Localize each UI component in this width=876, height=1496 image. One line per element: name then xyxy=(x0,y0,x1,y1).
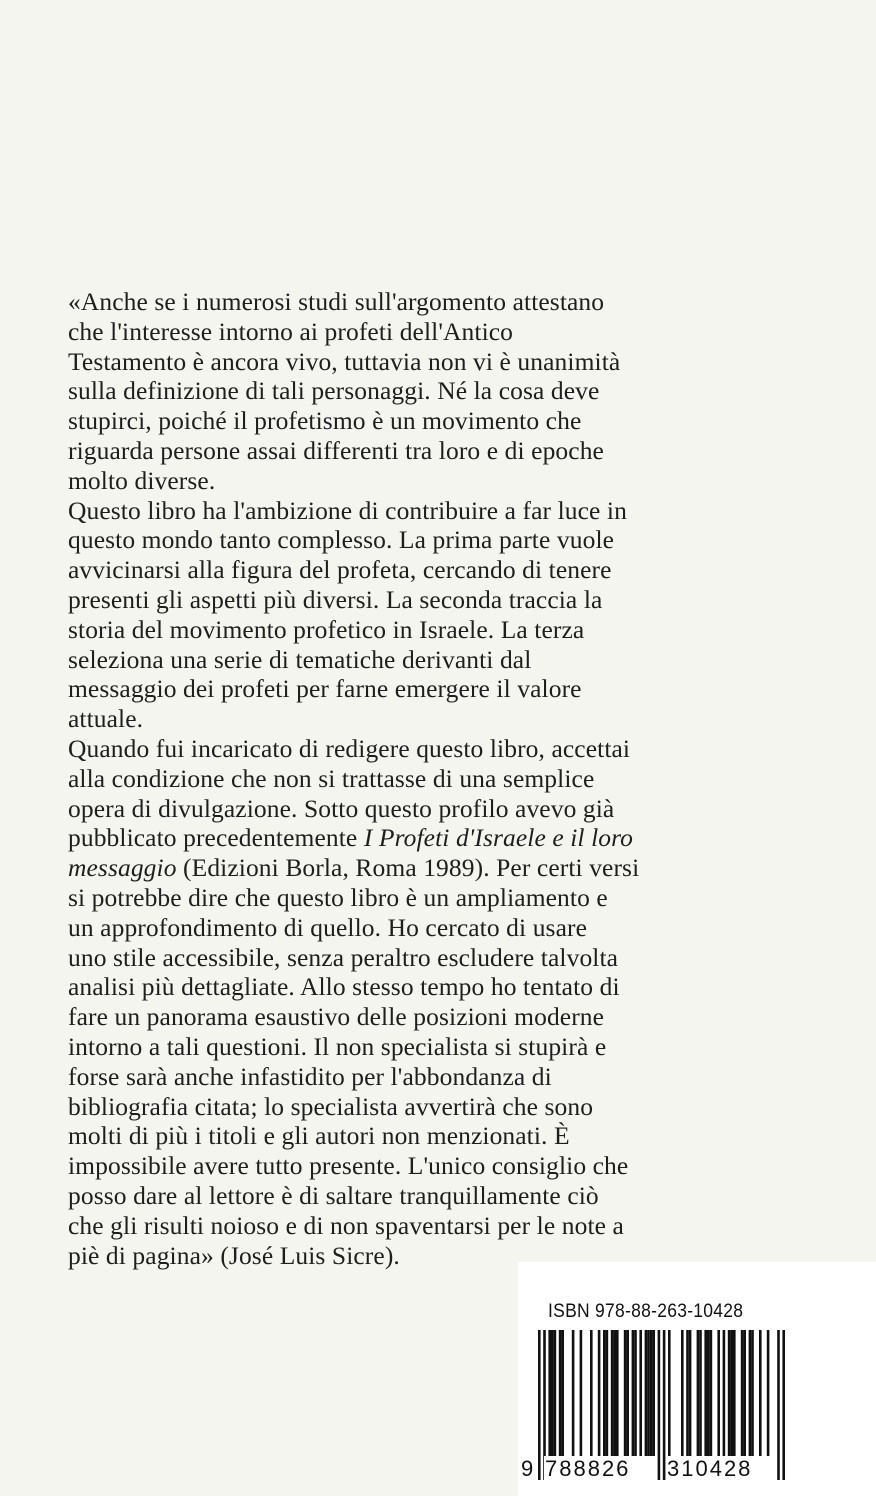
blurb-segment: molto diverse. xyxy=(68,465,216,495)
barcode-bar xyxy=(650,1330,653,1456)
blurb-line xyxy=(68,734,828,764)
barcode-bar xyxy=(613,1330,616,1456)
barcode-bar xyxy=(699,1330,702,1456)
barcode-bar xyxy=(652,1330,655,1456)
blurb-segment: storia del movimento profetico in Israele. La terza xyxy=(68,614,585,644)
blurb-line xyxy=(68,1121,828,1151)
blurb-segment: che l'interesse intorno ai profeti dell'Antico xyxy=(68,316,514,346)
blurb-segment: Quando fui incaricato di redigere questo libro, accettai xyxy=(68,733,631,763)
blurb-line xyxy=(68,555,828,585)
book-title-italic: I Profeti d'Israele e il loro xyxy=(363,823,634,853)
barcode-bar xyxy=(561,1330,564,1456)
blurb-line xyxy=(68,943,828,973)
blurb-line xyxy=(68,674,828,704)
blurb-segment: analisi più dettagliate. Allo stesso tempo ho tentato di xyxy=(68,972,620,1002)
blurb-line xyxy=(68,406,828,436)
barcode-bar xyxy=(668,1330,671,1456)
barcode-digits xyxy=(520,1456,790,1486)
barcode-bar xyxy=(733,1330,736,1456)
blurb-line xyxy=(68,347,828,377)
blurb-line xyxy=(68,615,828,645)
blurb-line xyxy=(68,496,828,526)
blurb-segment: sulla definizione di tali personaggi. Né la cosa deve xyxy=(68,376,600,406)
barcode-bar xyxy=(707,1330,710,1456)
barcode-bar xyxy=(626,1330,629,1456)
blurb-line xyxy=(68,317,828,347)
blurb-line xyxy=(68,1002,828,1032)
blurb-segment: stupirci, poiché il profetismo è un movimento che xyxy=(68,406,582,436)
barcode-bar xyxy=(686,1330,689,1456)
blurb-segment: uno stile accessibile, senza peraltro escludere talvolta xyxy=(68,942,619,972)
barcode-bar xyxy=(554,1330,557,1456)
blurb-line xyxy=(68,1062,828,1092)
barcode-bar xyxy=(681,1330,684,1456)
barcode-bar xyxy=(598,1330,601,1456)
barcode-first-digit: 9 xyxy=(521,1456,534,1481)
barcode-bar xyxy=(559,1330,562,1456)
blurb-segment: attuale. xyxy=(68,704,144,734)
blurb-segment: «Anche se i numerosi studi sull'argomento attestano xyxy=(68,287,605,316)
barcode-bar xyxy=(616,1330,619,1456)
barcode-bar xyxy=(647,1330,650,1456)
blurb-segment: seleziona una serie di tematiche derivanti dal xyxy=(68,644,532,674)
blurb-line xyxy=(68,764,828,794)
barcode-bar xyxy=(741,1330,744,1456)
blurb-segment: opera di divulgazione. Sotto questo profilo avevo già xyxy=(68,793,615,823)
blurb-line xyxy=(68,645,828,675)
book-title-italic: messaggio xyxy=(68,853,177,883)
blurb-segment: questo mondo tanto complesso. La prima parte vuole xyxy=(68,525,615,555)
blurb-line xyxy=(68,466,828,496)
barcode-bar xyxy=(551,1330,554,1456)
blurb-segment: che gli risulti noioso e di non spaventarsi per le note a xyxy=(68,1210,624,1240)
barcode-right-group: 310428 xyxy=(667,1456,753,1481)
blurb-segment: si potrebbe dire che questo libro è un ampliamento e xyxy=(68,882,608,912)
barcode-bar xyxy=(759,1330,762,1456)
barcode-bar xyxy=(632,1330,635,1456)
blurb-segment: un approfondimento di quello. Ho cercato di usare xyxy=(68,912,587,942)
blurb-line xyxy=(68,972,828,1002)
isbn-label: ISBN 978-88-263-10428 xyxy=(548,1301,744,1322)
barcode-bar xyxy=(730,1330,733,1456)
blurb-line xyxy=(68,1151,828,1181)
barcode-bar xyxy=(590,1330,593,1456)
barcode-bar xyxy=(603,1330,606,1456)
blurb-segment: avvicinarsi alla figura del profeta, cercando di tenere xyxy=(68,555,612,585)
blurb-line xyxy=(68,585,828,615)
blurb-line xyxy=(68,1211,828,1241)
blurb-segment: impossibile avere tutto presente. L'unico consiglio che xyxy=(68,1151,629,1181)
barcode-bar xyxy=(751,1330,754,1456)
barcode-bar xyxy=(717,1330,720,1456)
blurb-line xyxy=(68,913,828,943)
blurb-segment: fare un panorama esaustivo delle posizioni moderne xyxy=(68,1002,605,1032)
blurb-segment: intorno a tali questioni. Il non specialista si stupirà e xyxy=(68,1031,607,1061)
barcode-bar xyxy=(572,1330,575,1456)
blurb-line xyxy=(68,1092,828,1122)
barcode-bar xyxy=(710,1330,713,1456)
blurb-segment: posso dare al lettore è di saltare tranquillamente ciò xyxy=(68,1180,599,1210)
blurb-segment: (Edizioni Borla, Roma 1989). Per certi versi xyxy=(176,853,640,883)
barcode-bar xyxy=(704,1330,707,1456)
barcode-bar xyxy=(728,1330,731,1456)
barcode-bar xyxy=(689,1330,692,1456)
blurb-line xyxy=(68,436,828,466)
barcode-bar xyxy=(697,1330,700,1456)
barcode-bar xyxy=(580,1330,583,1456)
blurb-line xyxy=(68,1032,828,1062)
blurb-segment: presenti gli aspetti più diversi. La seconda traccia la xyxy=(68,584,603,614)
blurb-segment: messaggio dei profeti per farne emergere il valore xyxy=(68,674,582,704)
barcode-bar xyxy=(548,1330,551,1456)
blurb-line xyxy=(68,376,828,406)
barcode-bar xyxy=(749,1330,752,1456)
barcode-bar xyxy=(645,1330,648,1456)
blurb-segment: alla condizione che non si trattasse di una semplice xyxy=(68,763,595,793)
barcode-bar xyxy=(639,1330,642,1456)
blurb-segment: bibliografia citata; lo specialista avvertirà che sono xyxy=(68,1091,594,1121)
blurb-line xyxy=(68,704,828,734)
blurb-line xyxy=(68,823,828,853)
barcode-bar xyxy=(767,1330,770,1456)
barcode-bar xyxy=(723,1330,726,1456)
blurb-segment: piè di pagina» (José Luis Sicre). xyxy=(68,1240,400,1270)
blurb-segment: riguarda persone assai differenti tra loro e di epoche xyxy=(68,435,604,465)
blurb-segment: forse sarà anche infastidito per l'abbondanza di xyxy=(68,1061,552,1091)
blurb-segment: Testamento è ancora vivo, tuttavia non vi è unanimità xyxy=(68,346,621,376)
barcode-bar xyxy=(611,1330,614,1456)
barcode-bar xyxy=(634,1330,637,1456)
blurb-line xyxy=(68,883,828,913)
blurb-line xyxy=(68,287,828,317)
blurb-line xyxy=(68,853,828,883)
blurb-line xyxy=(68,525,828,555)
barcode-bar xyxy=(624,1330,627,1456)
blurb-segment: pubblicato precedentemente xyxy=(68,823,364,853)
blurb-line xyxy=(68,794,828,824)
blurb-line xyxy=(68,1181,828,1211)
barcode-bar xyxy=(743,1330,746,1456)
barcode-left-group: 788826 xyxy=(545,1456,631,1481)
blurb-segment: molti di più i titoli e gli autori non menzionati. È xyxy=(68,1121,570,1151)
blurb-segment: Questo libro ha l'ambizione di contribuire a far luce in xyxy=(68,495,627,525)
blurb-text xyxy=(68,287,828,1270)
barcode-bar xyxy=(606,1330,609,1456)
